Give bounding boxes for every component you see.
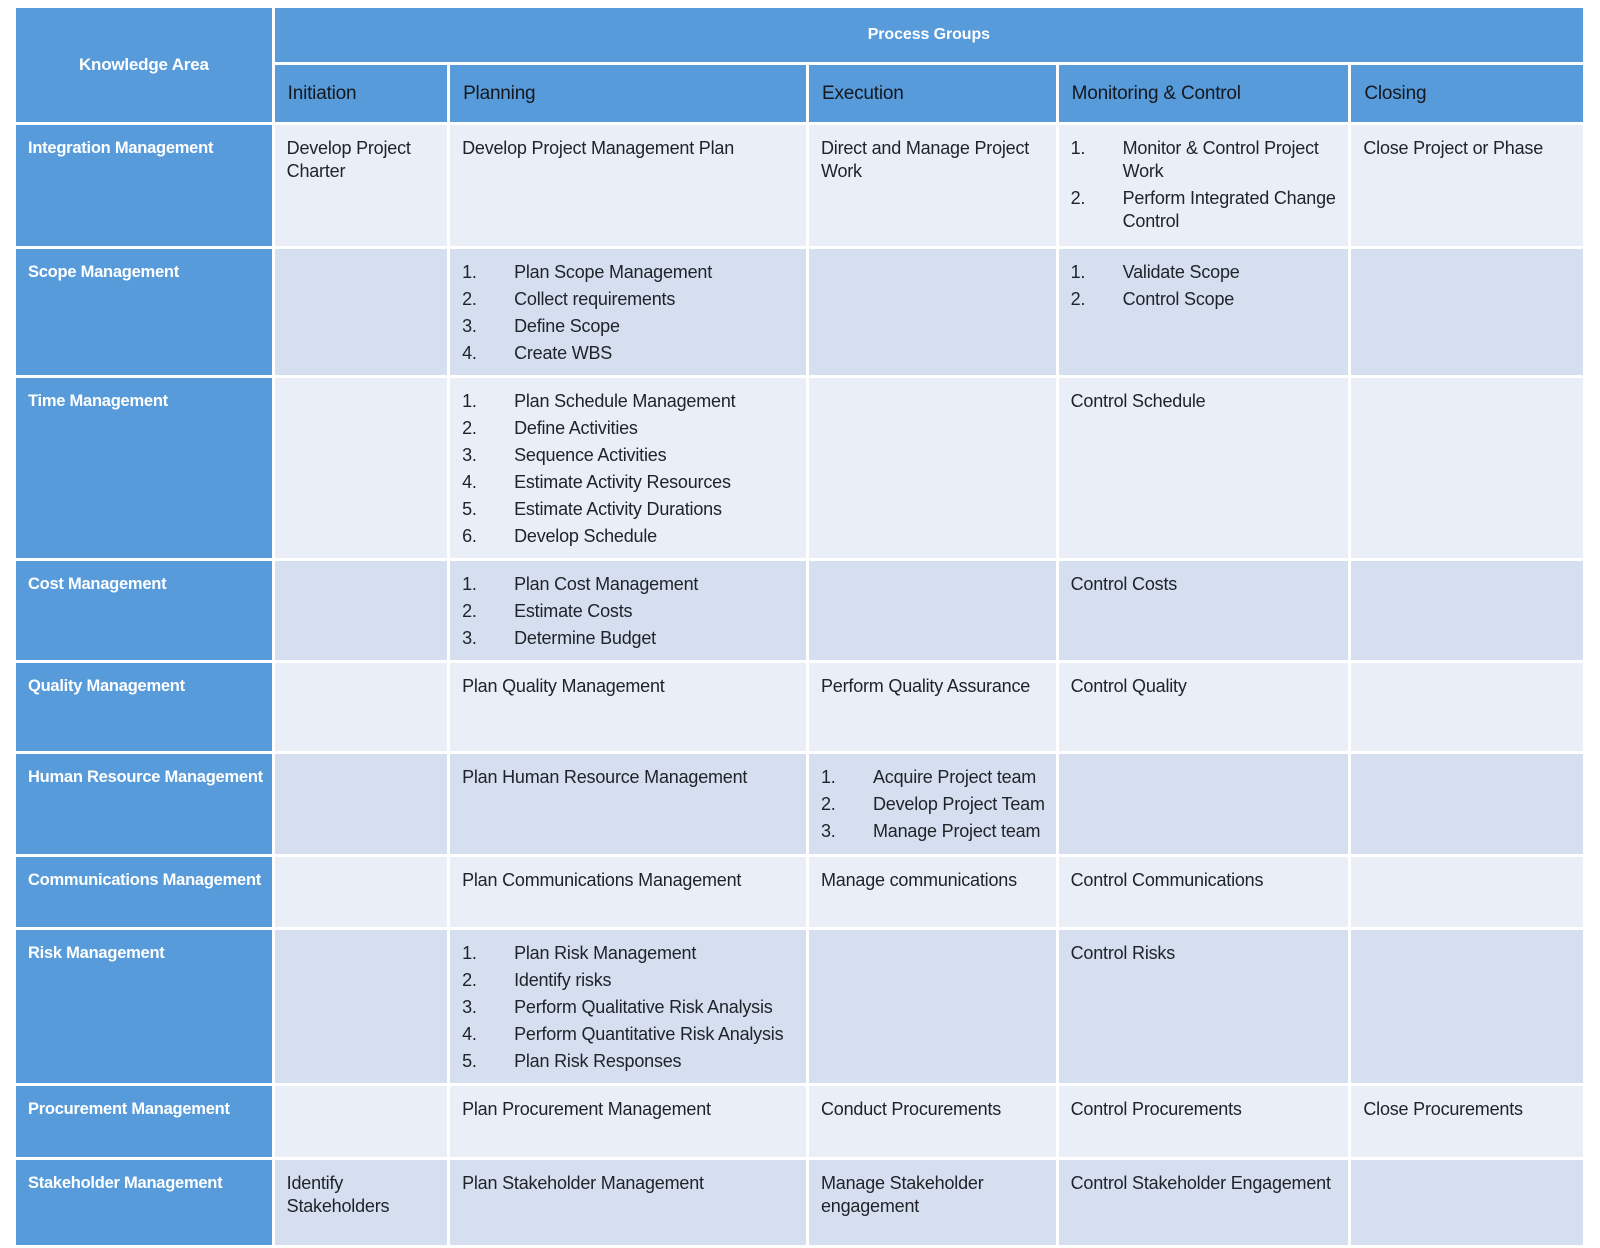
cell-monitoring-control [1059,249,1349,375]
cell-planning [450,1086,806,1157]
cell-execution [809,663,1056,751]
process-group-closing: Closing [1351,65,1583,122]
process-group-initiation: Initiation [275,65,447,122]
table-row [16,1086,1583,1157]
table-row [16,930,1583,1083]
cell-planning [450,561,806,660]
cell-planning [450,857,806,927]
table-row [16,857,1583,927]
process-item: Develop Project Charter [286,138,411,182]
knowledge-area-cell: Scope Management [16,249,272,375]
process-group-monitoring-control: Monitoring & Control [1059,65,1349,122]
process-item: Control Stakeholder Engagement [1070,1172,1331,1193]
knowledge-area-cell: Stakeholder Management [16,1160,272,1245]
cell-initiation [275,857,447,927]
cell-monitoring-control [1059,754,1349,853]
cell-monitoring-control [1059,857,1349,927]
process-item: Define Activities [514,418,638,439]
process-group-execution: Execution [809,65,1056,122]
cell-execution [809,857,1056,927]
cell-planning [450,249,806,375]
cell-planning [450,125,806,246]
cell-closing [1351,857,1583,927]
cell-initiation [275,378,447,558]
process-item: Define Scope [514,316,620,337]
process-item: Plan Risk Responses [514,1050,682,1071]
process-item: Estimate Activity Durations [514,499,722,520]
cell-execution [809,754,1056,853]
process-item-list [462,573,798,650]
pm-process-matrix [13,5,1586,1248]
process-item: Control Communications [1070,869,1264,890]
process-groups-header: Process Groups [275,8,1583,62]
cell-closing [1351,378,1583,558]
cell-execution [809,249,1056,375]
process-item: Conduct Procurements [820,1098,1002,1119]
process-item: Control Scope [1122,289,1235,310]
cell-monitoring-control [1059,930,1349,1083]
cell-planning [450,378,806,558]
process-item: Estimate Activity Resources [514,472,731,493]
process-item: Perform Quantitative Risk Analysis [514,1023,784,1044]
cell-initiation [275,561,447,660]
knowledge-area-process-group-table [13,5,1586,1248]
process-item-list [462,390,798,548]
process-item: Close Procurements [1363,1098,1523,1119]
process-item-list [462,942,798,1073]
cell-execution [809,378,1056,558]
header-row-top [16,8,1583,62]
cell-execution [809,1086,1056,1157]
cell-initiation [275,930,447,1083]
process-item: Perform Quality Assurance [820,676,1031,697]
cell-initiation [275,1160,447,1245]
cell-monitoring-control [1059,561,1349,660]
knowledge-area-cell: Integration Management [16,125,272,246]
process-item: Create WBS [514,343,613,364]
table-body [16,125,1583,1245]
table-row [16,754,1583,853]
cell-closing [1351,930,1583,1083]
cell-initiation [275,1086,447,1157]
table-row [16,561,1583,660]
cell-initiation [275,663,447,751]
process-item: Perform Qualitative Risk Analysis [514,996,773,1017]
cell-monitoring-control [1059,1086,1349,1157]
cell-closing [1351,249,1583,375]
process-item: Plan Communications Management [462,869,742,890]
cell-closing [1351,1086,1583,1157]
process-item: Plan Stakeholder Management [462,1172,704,1193]
process-item-list [1071,137,1341,233]
knowledge-area-cell: Cost Management [16,561,272,660]
cell-planning [450,930,806,1083]
process-item-list [462,261,798,365]
process-item: Control Procurements [1070,1098,1242,1119]
cell-initiation [275,125,447,246]
process-item: Manage Stakeholder engagement [820,1172,984,1217]
cell-monitoring-control [1059,663,1349,751]
table-row [16,249,1583,375]
process-item: Identify risks [514,969,612,990]
table-row [16,125,1583,246]
process-item: Develop Project Team [872,794,1045,815]
process-item: Plan Cost Management [514,574,699,595]
process-item: Plan Human Resource Management [462,767,748,788]
table-header [16,8,1583,122]
process-item: Validate Scope [1122,262,1240,282]
process-item: Control Schedule [1070,391,1206,412]
process-item-list [1071,261,1341,311]
cell-monitoring-control [1059,378,1349,558]
process-item: Plan Schedule Management [514,391,736,412]
process-item: Control Costs [1070,574,1178,595]
process-item: Manage Project team [872,821,1041,842]
cell-planning [450,1160,806,1245]
process-item: Close Project or Phase [1363,138,1544,158]
process-item: Acquire Project team [872,767,1037,788]
knowledge-area-header: Knowledge Area [16,8,272,122]
process-item: Manage communications [820,869,1017,890]
process-item: Sequence Activities [514,445,667,466]
knowledge-area-cell: Risk Management [16,930,272,1083]
process-item: Plan Risk Management [514,942,697,963]
cell-closing [1351,754,1583,853]
cell-planning [450,663,806,751]
process-item: Determine Budget [514,628,656,649]
cell-execution [809,561,1056,660]
table-row [16,663,1583,751]
process-item: Plan Quality Management [462,676,665,697]
process-item: Plan Procurement Management [462,1098,711,1119]
table-row [16,378,1583,558]
process-item: Estimate Costs [514,601,633,622]
knowledge-area-cell: Communications Management [16,857,272,927]
cell-monitoring-control [1059,1160,1349,1245]
cell-planning [450,754,806,853]
cell-execution [809,125,1056,246]
knowledge-area-cell: Quality Management [16,663,272,751]
cell-monitoring-control [1059,125,1349,246]
cell-closing [1351,1160,1583,1245]
process-item: Identify Stakeholders [286,1172,390,1217]
process-item: Collect requirements [514,289,676,310]
knowledge-area-cell: Procurement Management [16,1086,272,1157]
cell-execution [809,930,1056,1083]
cell-initiation [275,754,447,853]
knowledge-area-cell: Time Management [16,378,272,558]
process-item: Direct and Manage Project Work [820,138,1030,182]
process-item-list [821,766,1048,843]
knowledge-area-cell: Human Resource Management [16,754,272,853]
cell-closing [1351,125,1583,246]
process-item: Perform Integrated Change Control [1122,188,1336,232]
process-item: Plan Scope Management [514,262,713,282]
process-item: Control Quality [1070,676,1187,697]
cell-initiation [275,249,447,375]
process-item: Monitor & Control Project Work [1122,138,1319,182]
cell-execution [809,1160,1056,1245]
process-group-planning: Planning [450,65,806,122]
cell-closing [1351,663,1583,751]
process-item: Develop Project Management Plan [462,138,735,158]
table-row [16,1160,1583,1245]
process-item: Control Risks [1070,942,1176,963]
process-item: Develop Schedule [514,526,657,547]
cell-closing [1351,561,1583,660]
